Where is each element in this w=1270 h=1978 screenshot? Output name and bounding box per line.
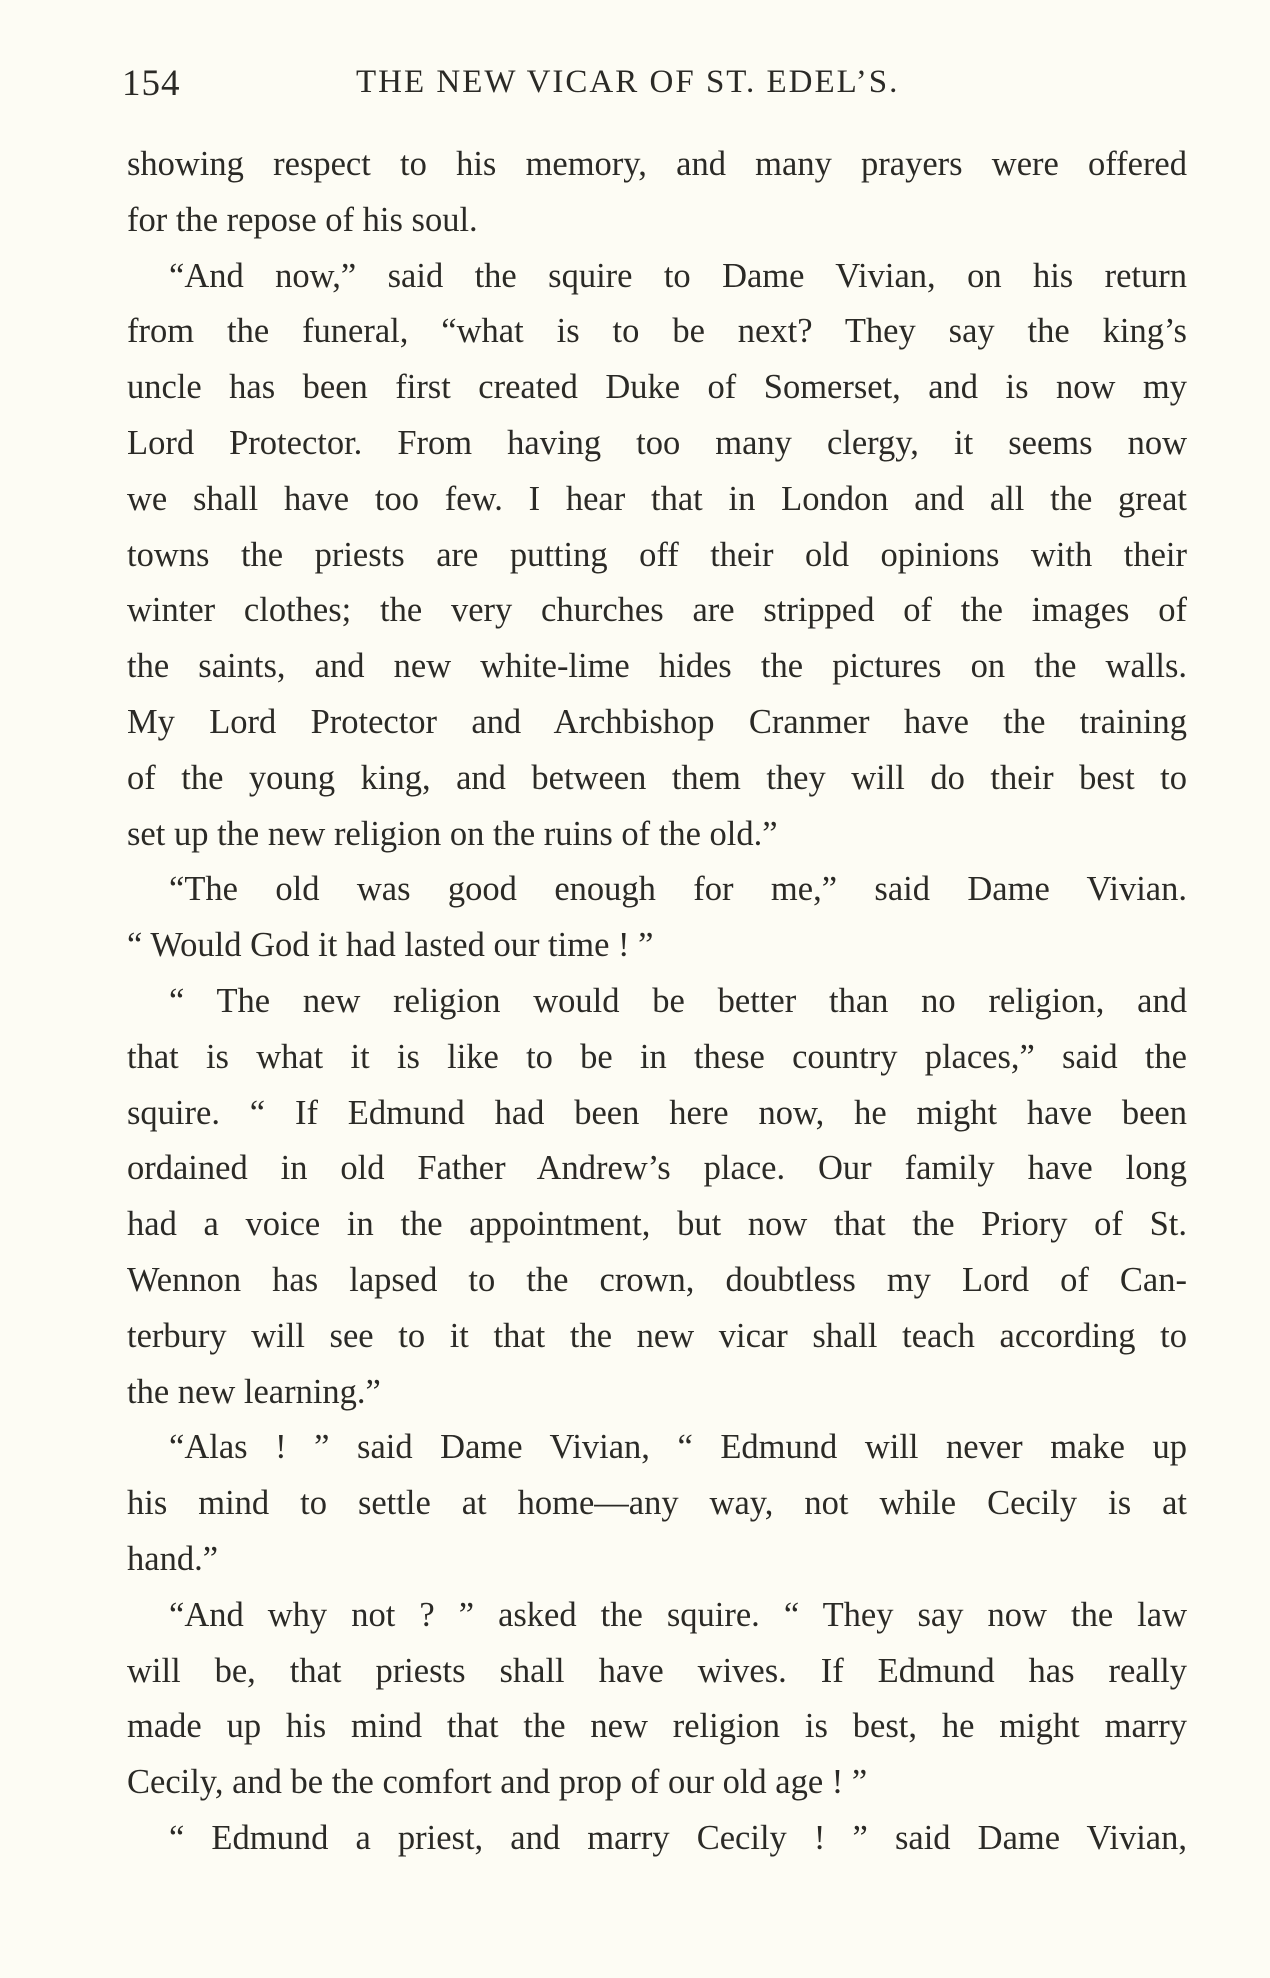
text-line: “ The new religion would be better than no religion, and xyxy=(169,981,1187,1020)
text-line: of the young king, and between them they will do their best to xyxy=(127,758,1187,797)
text-line: we shall have too few. I hear that in London and all the great xyxy=(127,479,1187,518)
text-line: from the funeral, “what is to be next? They say the king’s xyxy=(127,312,1187,351)
text-line: squire. “ If Edmund had been here now, he might have been xyxy=(127,1093,1187,1132)
text-line: made up his mind that the new religion is best, he might marry xyxy=(127,1707,1187,1746)
page-number: 154 xyxy=(122,63,181,104)
text-line: “The old was good enough for me,” said Dame Vivian. xyxy=(169,870,1187,909)
text-line: hand.” xyxy=(127,1539,219,1578)
text-line: will be, that priests shall have wives. If Edmund has really xyxy=(127,1651,1187,1690)
text-line: “ Edmund a priest, and marry Cecily ! ” said Dame Vivian, xyxy=(169,1818,1187,1857)
text-line: “And why not ? ” asked the squire. “ They say now the law xyxy=(169,1595,1187,1634)
text-line: Lord Protector. From having too many clergy, it seems now xyxy=(127,423,1187,462)
body-text xyxy=(127,137,1187,1867)
text-line: for the repose of his soul. xyxy=(127,200,478,239)
text-line: towns the priests are putting off their old opinions with their xyxy=(127,535,1187,574)
text-line: that is what it is like to be in these country places,” said the xyxy=(127,1037,1187,1076)
text-line: his mind to settle at home—any way, not while Cecily is at xyxy=(127,1484,1187,1523)
text-line: showing respect to his memory, and many prayers were offered xyxy=(127,145,1187,183)
text-line: winter clothes; the very churches are stripped of the images of xyxy=(127,591,1187,630)
text-line: terbury will see to it that the new vicar shall teach according to xyxy=(127,1316,1187,1355)
text-line: had a voice in the appointment, but now that the Priory of St. xyxy=(127,1205,1187,1244)
page-header xyxy=(122,60,1202,110)
text-line: set up the new religion on the ruins of the old.” xyxy=(127,814,778,853)
text-line: “And now,” said the squire to Dame Vivian, on his return xyxy=(169,256,1187,295)
text-line: uncle has been first created Duke of Somerset, and is now my xyxy=(127,368,1187,407)
text-line: My Lord Protector and Archbishop Cranmer have the training xyxy=(127,702,1187,741)
text-line: the saints, and new white-lime hides the pictures on the walls. xyxy=(127,647,1187,686)
text-line: ordained in old Father Andrew’s place. Our family have long xyxy=(127,1149,1187,1188)
text-line: Cecily, and be the comfort and prop of our old age ! ” xyxy=(127,1763,868,1802)
running-title: THE NEW VICAR OF ST. EDEL’S. xyxy=(356,64,900,100)
text-line: the new learning.” xyxy=(127,1372,381,1411)
text-line: “Alas ! ” said Dame Vivian, “ Edmund will never make up xyxy=(169,1428,1187,1467)
text-line: “ Would God it had lasted our time ! ” xyxy=(127,926,654,965)
text-line: Wennon has lapsed to the crown, doubtless my Lord of Can- xyxy=(127,1260,1187,1299)
